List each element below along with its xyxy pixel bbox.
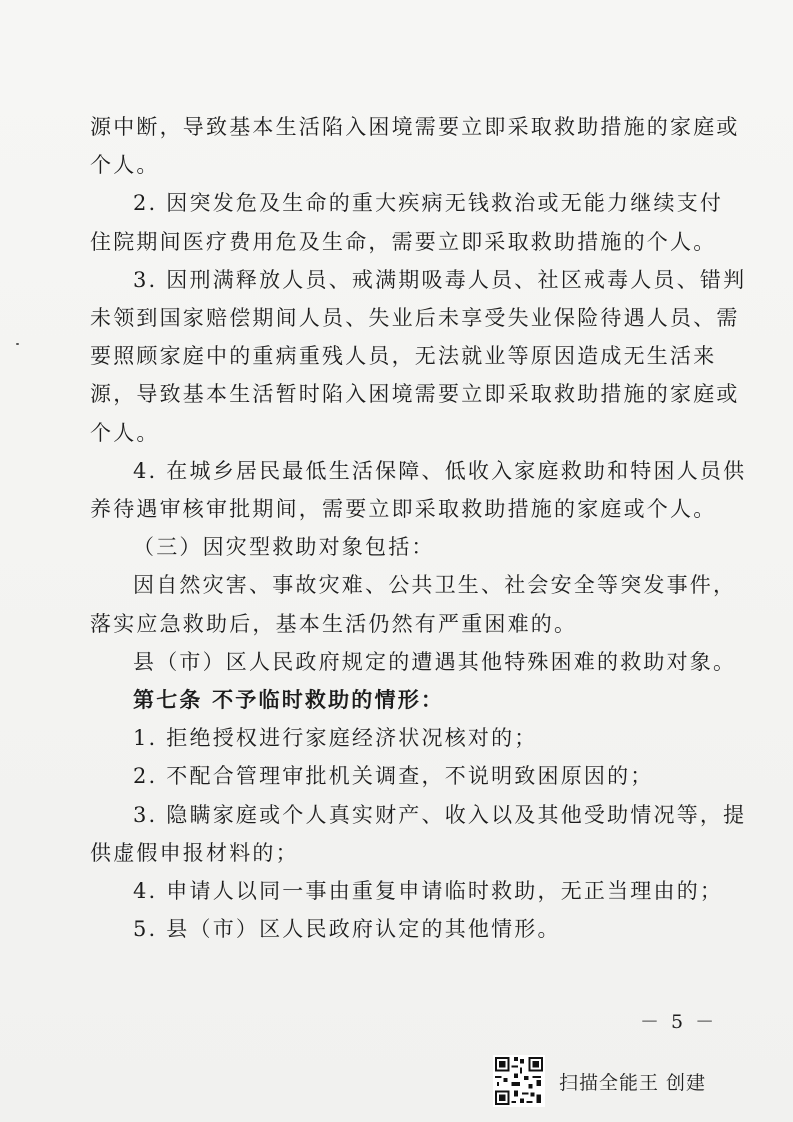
paragraph-line: 3. 因刑满释放人员、戒满期吸毒人员、社区戒毒人员、错判	[133, 268, 747, 292]
paragraph-line: 个人。	[90, 421, 160, 445]
paragraph-line: 养待遇审核审批期间，需要立即采取救助措施的家庭或个人。	[90, 497, 717, 521]
paragraph-line: （三）因灾型救助对象包括：	[133, 535, 435, 559]
paragraph-line: 未领到国家赔偿期间人员、失业后未享受失业保险待遇人员、需	[90, 306, 740, 330]
paragraph-line: 供虚假申报材料的；	[90, 841, 299, 865]
scanner-label: 扫描全能王 创建	[559, 1071, 707, 1094]
paragraph-line: 2. 因突发危及生命的重大疾病无钱救治或无能力继续支付	[133, 191, 724, 215]
paragraph-line: 住院期间医疗费用危及生命，需要立即采取救助措施的个人。	[90, 230, 717, 254]
paragraph-line: 要照顾家庭中的重病重残人员，无法就业等原因造成无生活来	[90, 344, 717, 368]
article-heading: 第七条 不予临时救助的情形：	[133, 687, 445, 712]
paragraph-line: 因自然灾害、事故灾难、公共卫生、社会安全等突发事件，	[133, 573, 737, 597]
qr-code-icon	[493, 1055, 545, 1107]
scan-speck	[16, 343, 19, 345]
paragraph-line: 5. 县（市）区人民政府认定的其他情形。	[133, 917, 561, 941]
paragraph-line: 4. 申请人以同一事由重复申请临时救助，无正当理由的；	[133, 879, 724, 903]
scanner-watermark	[493, 1055, 706, 1107]
paragraph-line: 源中断，导致基本生活陷入困境需要立即采取救助措施的家庭或	[90, 115, 740, 139]
paragraph-line: 县（市）区人民政府规定的遭遇其他特殊困难的救助对象。	[133, 650, 737, 674]
paragraph-line: 个人。	[90, 153, 160, 177]
paragraph-line: 2. 不配合管理审批机关调查，不说明致困原因的；	[133, 764, 654, 788]
page-number: － 5 －	[640, 1011, 718, 1033]
paragraph-line: 落实应急救助后，基本生活仍然有严重困难的。	[90, 612, 578, 636]
paragraph-line: 源，导致基本生活暂时陷入困境需要立即采取救助措施的家庭或	[90, 382, 740, 406]
paragraph-line: 1. 拒绝授权进行家庭经济状况核对的；	[133, 726, 538, 750]
paragraph-line: 4. 在城乡居民最低生活保障、低收入家庭救助和特困人员供	[133, 459, 747, 483]
paragraph-line: 3. 隐瞒家庭或个人真实财产、收入以及其他受助情况等，提	[133, 803, 747, 827]
